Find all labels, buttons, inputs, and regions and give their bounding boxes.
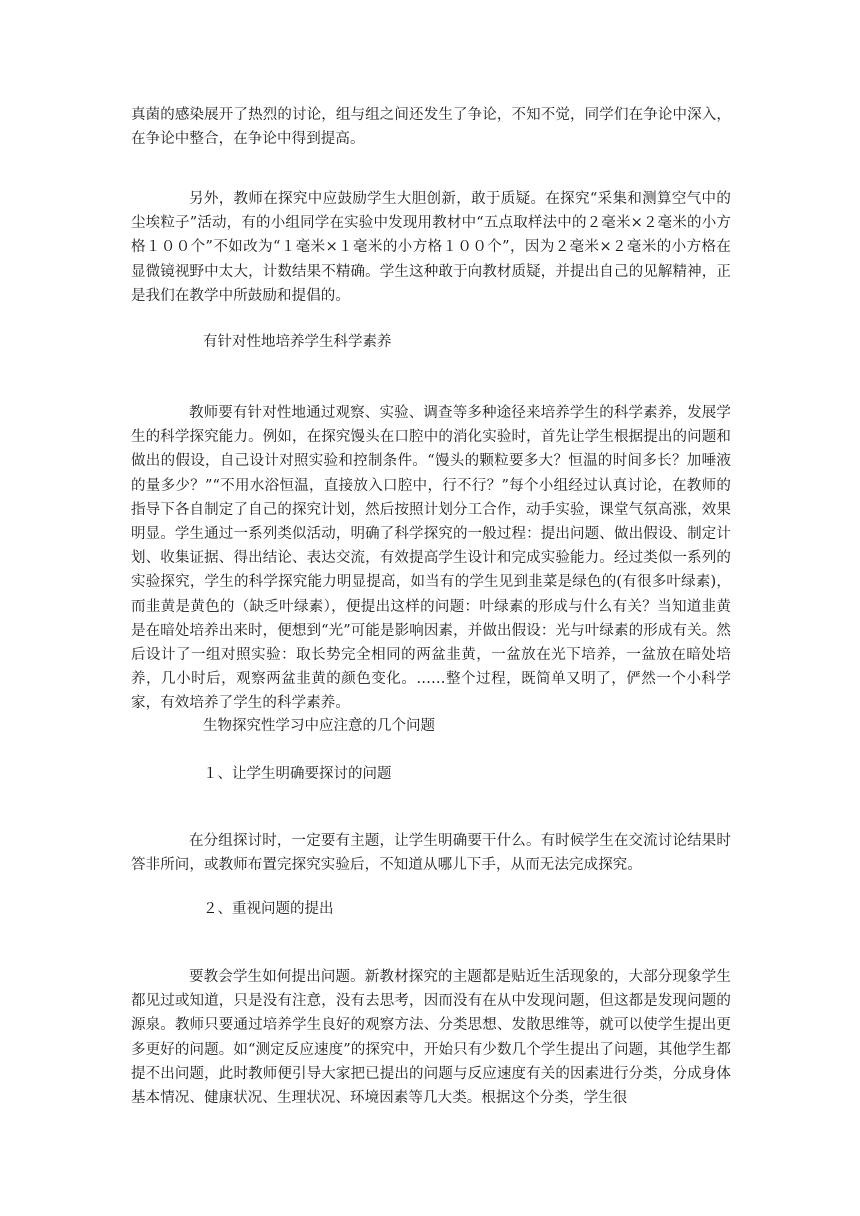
paragraph-continuation: 真菌的感染展开了热烈的讨论，组与组之间还发生了争论，不知不觉，同学们在争论中深入，在争论中整合，在争论中得到提高。	[131, 107, 731, 148]
paragraph-raise-questions: 要教会学生如何提出问题。新教材探究的主题都是贴近生活现象的，大部分现象学生都见过或知道，只是没有注意，没有去思考，因而没有在从中发现问题，但这都是发现问题的源泉。教师只要通过培养学生良好的观察方法、分类思想、发散思维等，就可以使学生提出更多更好的问题。如“测定反应速度”的探究中，开始只有少数几个学生提出了问题，其他学生都提不出问题，此时教师便引导大家把已提出的问题与反应速度有关的因素进行分类，分成身体基本情况、健康状况、生理状况、环境因素等几大类。根据这个分类，学生很	[131, 969, 731, 1107]
subheading-raise-questions: ２、重视问题的提出	[203, 901, 334, 917]
paragraph-encourage-questioning: 另外，教师在探究中应鼓励学生大胆创新，敢于质疑。在探究“采集和测算空气中的尘埃粒子”活动，有的小组同学在实验中发现用教材中“五点取样法中的２毫米×２毫米的小方格１００个”不如改为“１毫米×１毫米的小方格１００个”，因为２毫米×２毫米的小方格在显微镜视野中太大，计数结果不精确。学生这种敢于向教材质疑，并提出自己的见解精神，正是我们在教学中所鼓励和提倡的。	[131, 191, 731, 304]
paragraph-scientific-literacy: 教师要有针对性地通过观察、实验、调查等多种途径来培养学生的科学素养，发展学生的科学探究能力。例如，在探究馒头在口腔中的消化实验时，首先让学生根据提出的问题和做出的假设，自己设计对照实验和控制条件。“馒头的颗粒要多大？恒温的时间多长？加唾液的量多少？”“不用水浴恒温，直接放入口腔中，行不行？”每个小组经过认真讨论，在教师的指导下各自制定了自己的探究计划，然后按照计划分工合作，动手实验，课堂气氛高涨，效果明显。学生通过一系列类似活动，明确了科学探究的一般过程：提出问题、做出假设、制定计划、收集证据、得出结论、表达交流，有效提高学生设计和完成实验能力。经过类似一系列的实验探究，学生的科学探究能力明显提高，如当有的学生见到韭菜是绿色的(有很多叶绿素)，而韭黄是黄色的（缺乏叶绿素），便提出这样的问题：叶绿素的形成与什么有关？当知道韭黄是在暗处培养出来时，便想到“光”可能是影响因素，并做出假设：光与叶绿素的形成有关。然后设计了一组对照实验：取长势完全相同的两盆韭黄，一盆放在光下培养，一盆放在暗处培养，几小时后，观察两盆韭黄的颜色变化。……整个过程，既简单又明了，俨然一个小科学家，有效培养了学生的科学素养。	[131, 405, 731, 712]
paragraph-clarify-problem: 在分组探讨时，一定要有主题，让学生明确要干什么。有时候学生在交流讨论结果时答非所问，或教师布置完探究实验后，不知道从哪儿下手，从而无法完成探究。	[131, 833, 731, 874]
section-heading-inquiry-issues: 生物探究性学习中应注意的几个问题	[203, 718, 435, 734]
subheading-clarify-problem: １、让学生明确要探讨的问题	[203, 766, 392, 782]
section-heading-scientific-literacy: 有针对性地培养学生科学素养	[203, 334, 392, 350]
